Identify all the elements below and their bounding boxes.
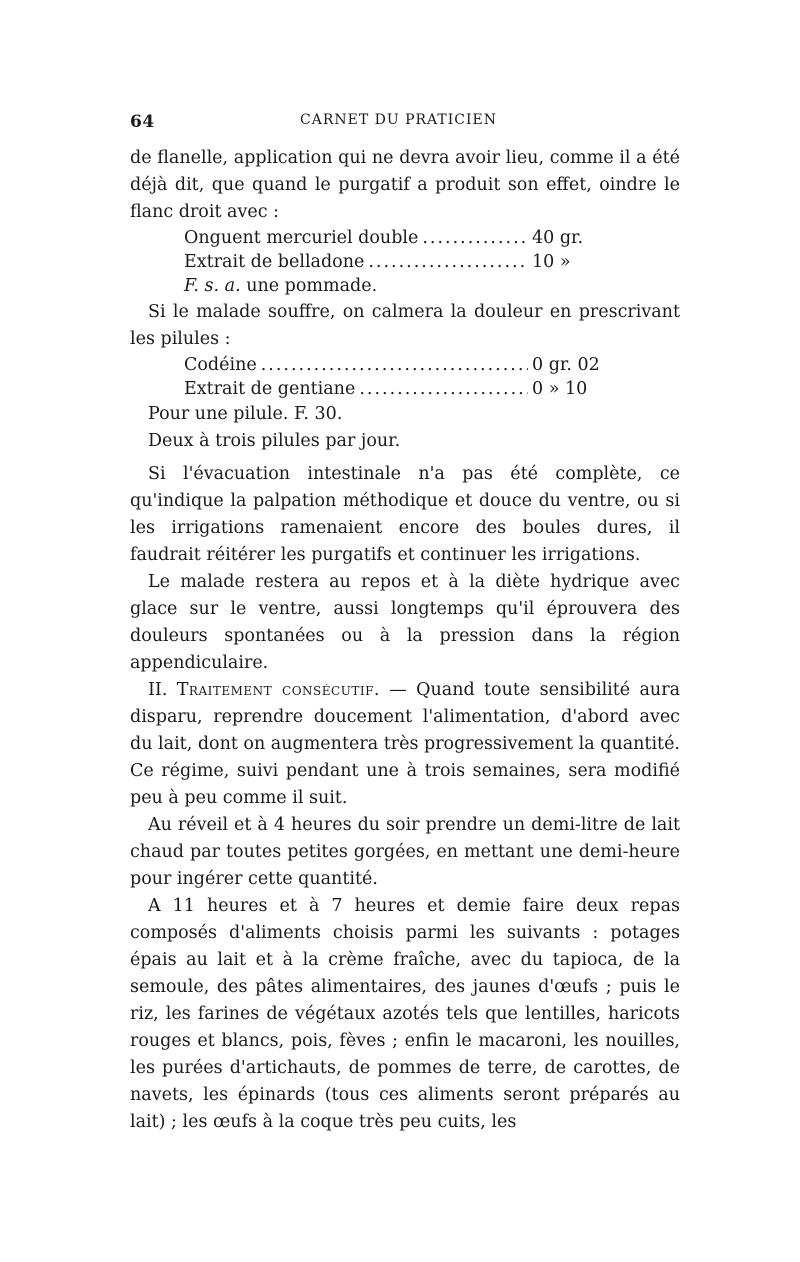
paragraph-douleur: Si le malade souffre, on calmera la douleur en prescrivant les pilules : [130,302,680,349]
dot-leader [368,250,528,274]
section-number: II. [148,680,177,700]
paragraph-flanelle: de flanelle, application qui ne devra avoir lieu, comme il a été déjà dit, que quand le purgatif a produit son effet, oindre le flanc droit avec : [130,148,680,222]
paragraph-repos: Le malade restera au repos et à la diète hydrique avec glace sur le ventre, aussi longtemps qu'il éprouvera des douleurs spontanées ou à la pression dans la région appendiculaire. [130,572,680,673]
dot-leader [261,353,528,377]
ingredient-name: Extrait de belladone [184,252,365,272]
prescription-pilules [184,353,614,401]
paragraph-traitement-consecutif [130,677,680,812]
section-heading: Traitement consécutif. [176,680,380,700]
formula-instruction-text: une pommade. [240,276,378,296]
ingredient-name: Codéine [184,355,257,375]
pill-line: Pour une pilule. F. 30. [148,404,343,424]
running-header [130,112,680,136]
ingredient-name: Extrait de gentiane [184,379,356,399]
page-body [130,145,680,1136]
formula-row [184,377,614,401]
formula-row [184,353,614,377]
formula-row [184,250,614,274]
dot-leader [422,226,528,250]
formula-row [184,226,614,250]
dot-leader [359,377,528,401]
ingredient-name: Onguent mercuriel double [184,228,419,248]
ingredient-quantity: 0 » 10 [532,379,588,399]
paragraph-evacuation: Si l'évacuation intestinale n'a pas été complète, ce qu'indique la palpation méthodique et douce du ventre, ou si les irrigations ramenaient encore des boules dures, il faudrait réitérer les purgatifs et continuer les irrigations. [130,464,680,565]
paragraph-reveil: Au réveil et à 4 heures du soir prendre un demi-litre de lait chaud par toutes petites gorgées, en mettant une demi-heure pour ingérer cette quantité. [130,815,680,889]
formula-abbrev: F. s. a. [184,276,241,296]
page-number: 64 [130,112,155,132]
formula-instruction [184,274,680,299]
running-title: CARNET DU PRATICIEN [300,112,497,128]
dose-line: Deux à trois pilules par jour. [148,431,401,451]
ingredient-quantity: 40 gr. [532,228,584,248]
prescription-pommade [184,226,614,274]
ingredient-quantity: 0 gr. 02 [532,355,600,375]
section-text: — Quand toute sensibilité aura disparu, reprendre doucement l'alimentation, d'abord avec du lait, dont on augmentera très progressivement la quantité. Ce régime, suivi pendant une à trois semaines, sera modifié peu à peu comme il suit. [130,680,681,808]
ingredient-quantity: 10 » [532,252,571,272]
paragraph-repas: A 11 heures et à 7 heures et demie faire deux repas composés d'aliments choisis parmi les suivants : potages épais au lait et à la crème fraîche, avec du tapioca, de la semoule, des pâtes alimentaires, des jaunes d'œufs ; puis le riz, les farines de végétaux azotés tels que lentilles, haricots rouges et blancs, pois, fèves ; enfin le macaroni, les nouilles, les purées d'artichauts, de pommes de terre, de carottes, de navets, les épinards (tous ces aliments seront préparés au lait) ; les œufs à la coque très peu cuits, les [130,896,680,1132]
